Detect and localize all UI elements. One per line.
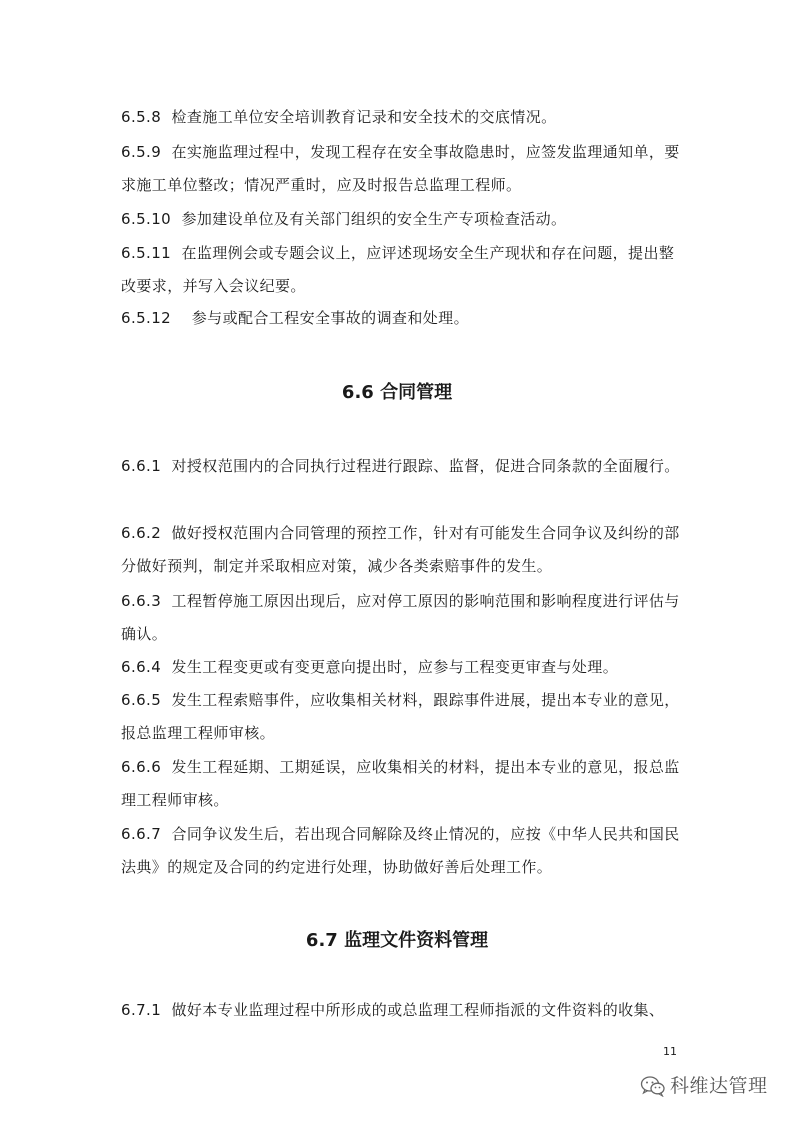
page-number: 11 — [663, 1045, 677, 1058]
clause-6-5-10: 6.5.10 参加建设单位及有关部门组织的安全生产专项检查活动。 — [121, 210, 567, 228]
clause-6-6-1: 6.6.1 对授权范围内的合同执行过程进行跟踪、监督，促进合同条款的全面履行。 — [121, 457, 680, 475]
watermark — [640, 1073, 768, 1099]
section-heading-6-7: 6.7 监理文件资料管理 — [305, 930, 489, 951]
clause-6-6-4: 6.6.4 发生工程变更或有变更意向提出时，应参与工程变更审查与处理。 — [121, 658, 619, 676]
clause-6-5-12: 6.5.12 参与或配合工程安全事故的调查和处理。 — [121, 309, 469, 327]
watermark-text: 科维达管理 — [670, 1075, 768, 1097]
clause-6-5-11: 6.5.11 在监理例会或专题会议上，应评述现场安全生产现状和存在问题，提出整改要求，并写入会议纪要。 — [121, 244, 675, 295]
wechat-icon — [640, 1075, 666, 1097]
clause-6-6-5: 6.6.5 发生工程索赔事件，应收集相关材料，跟踪事件进展，提出本专业的意见，报总监理工程师审核。 — [121, 691, 680, 742]
section-heading-6-6: 6.6 合同管理 — [341, 382, 453, 403]
clause-6-5-8: 6.5.8 检查施工单位安全培训教育记录和安全技术的交底情况。 — [121, 108, 557, 126]
clause-6-7-1: 6.7.1 做好本专业监理过程中所形成的或总监理工程师指派的文件资料的收集、 — [121, 1001, 665, 1019]
clause-6-6-6: 6.6.6 发生工程延期、工期延误，应收集相关的材料，提出本专业的意见，报总监理工程师审核。 — [121, 758, 680, 809]
clause-6-6-7: 6.6.7 合同争议发生后，若出现合同解除及终止情况的，应按《中华人民共和国民法典》的规定及合同的约定进行处理，协助做好善后处理工作。 — [121, 825, 680, 876]
clause-6-5-9: 6.5.9 在实施监理过程中，发现工程存在安全事故隐患时，应签发监理通知单，要求施工单位整改；情况严重时，应及时报告总监理工程师。 — [121, 143, 680, 194]
clause-6-6-2: 6.6.2 做好授权范围内合同管理的预控工作，针对有可能发生合同争议及纠纷的部分做好预判，制定并采取相应对策，减少各类索赔事件的发生。 — [121, 524, 680, 575]
clause-6-6-3: 6.6.3 工程暂停施工原因出现后，应对停工原因的影响范围和影响程度进行评估与确认。 — [121, 592, 680, 643]
